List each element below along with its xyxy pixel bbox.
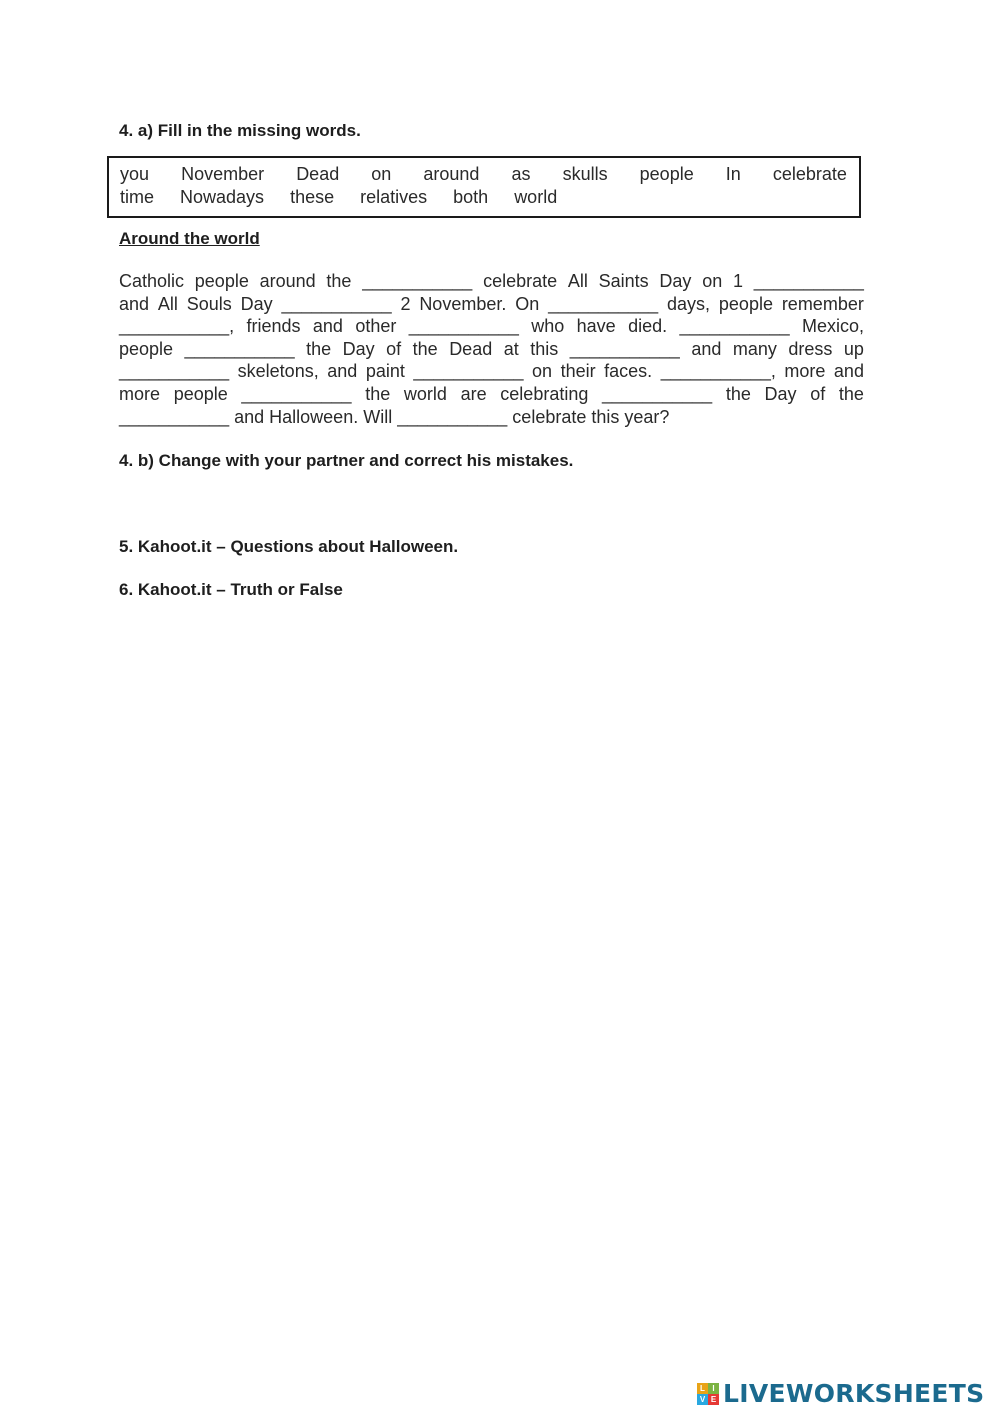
word-bank-word: relatives [360, 187, 428, 207]
answer-blank[interactable]: ___________ [119, 361, 230, 382]
passage-word: friends [246, 316, 301, 337]
answer-blank[interactable]: ___________ [408, 316, 519, 337]
answer-blank[interactable]: ___________ [241, 383, 352, 404]
passage-word: All [157, 293, 178, 314]
answer-blank[interactable]: ___________ [753, 271, 864, 291]
passage-word: 2 [400, 293, 411, 314]
passage-word: Souls [186, 293, 232, 314]
passage-word: the [365, 383, 391, 404]
passage-word: many [732, 338, 777, 359]
passage-word: celebrate [483, 271, 558, 291]
passage-word: other [355, 316, 397, 337]
passage-word: of [810, 383, 826, 404]
word-bank-word: around [423, 164, 480, 184]
passage-word: people [119, 338, 174, 359]
passage-word: on [702, 271, 723, 291]
passage-word: more [784, 361, 826, 382]
passage-word: and [119, 293, 150, 314]
passage-word: who [531, 316, 565, 337]
passage-word: remember [781, 293, 864, 314]
passage-word: On [515, 293, 540, 314]
passage-word: at [503, 338, 519, 359]
passage-word: more [119, 383, 161, 404]
passage-word: people [194, 271, 249, 291]
word-bank-word: these [290, 187, 335, 207]
passage-word: faces. [604, 361, 653, 382]
passage-word: Saints [598, 271, 649, 291]
passage-word: Dead [449, 338, 493, 359]
exercise-6-title: 6. Kahoot.it – Truth or False [119, 580, 343, 599]
passage-word: the [326, 271, 352, 291]
passage-word: days, [667, 293, 711, 314]
word-bank-word: you [120, 164, 150, 184]
logo-mark-tile: L [697, 1383, 708, 1394]
passage-word: this [530, 338, 559, 359]
word-bank-word: on [371, 164, 392, 184]
passage-word: dress [788, 338, 833, 359]
passage-word: on [532, 361, 553, 382]
passage-word: of [386, 338, 402, 359]
word-bank-row-1 [120, 163, 847, 186]
answer-blank[interactable]: ___________, [119, 316, 235, 337]
answer-blank[interactable]: ___________ [569, 338, 680, 359]
passage-word: celebrating [500, 383, 589, 404]
word-bank-word: world [514, 187, 558, 207]
word-bank-word: time [120, 187, 155, 207]
word-bank-row-2 [120, 186, 847, 209]
passage-line [119, 270, 864, 293]
logo-mark-tile: V [697, 1394, 708, 1405]
answer-blank[interactable]: ___________ [362, 271, 473, 291]
passage-word: have [576, 316, 616, 337]
exercise-5-title: 5. Kahoot.it – Questions about Halloween. [119, 537, 459, 556]
logo-mark-tile: I [708, 1383, 719, 1394]
word-bank-word: celebrate [772, 164, 847, 184]
logo-text: LIVEWORKSHEETS [723, 1379, 985, 1408]
passage-line [119, 383, 864, 406]
passage-text [119, 270, 864, 428]
passage-word: the [838, 383, 864, 404]
passage-word: Day [764, 383, 797, 404]
passage-word: Day [240, 293, 273, 314]
passage-word: the [306, 338, 332, 359]
passage-word: died. [628, 316, 668, 337]
passage-line [119, 338, 864, 361]
logo-mark-tile: E [708, 1394, 719, 1405]
word-bank-word: people [639, 164, 694, 184]
passage-word: the [412, 338, 438, 359]
word-bank-word: November [181, 164, 265, 184]
passage-word: and [691, 338, 722, 359]
liveworksheets-logo [697, 1380, 984, 1408]
passage-word: All [567, 271, 588, 291]
passage-word: the [725, 383, 751, 404]
answer-blank[interactable]: ___________ [413, 361, 524, 382]
passage-word: world [403, 383, 447, 404]
passage-title: Around the world [119, 229, 260, 248]
word-bank [107, 156, 861, 218]
exercise-4a-title: 4. a) Fill in the missing words. [119, 121, 361, 140]
passage-line [119, 360, 864, 383]
passage-word: 1 [732, 271, 743, 291]
word-bank-word: In [725, 164, 741, 184]
answer-blank[interactable]: ___________, [660, 361, 776, 382]
passage-line [119, 293, 864, 316]
answer-blank[interactable]: ___________ [184, 338, 295, 359]
passage-word: Catholic [119, 271, 185, 291]
passage-line: ___________ and Halloween. Will ___________ celebrate this year? [119, 406, 670, 427]
answer-blank[interactable]: ___________ [548, 293, 659, 314]
passage-word: Mexico, [801, 316, 864, 337]
logo-mark-icon [697, 1383, 719, 1405]
passage-line [119, 315, 864, 338]
passage-word: paint [365, 361, 405, 382]
passage-word: people [173, 383, 228, 404]
passage-word: and [312, 316, 343, 337]
word-bank-word: Nowadays [180, 187, 265, 207]
word-bank-word: both [453, 187, 489, 207]
word-bank-word: as [511, 164, 531, 184]
passage-word: Day [342, 338, 375, 359]
passage-word: skeletons, [237, 361, 319, 382]
passage-word: and [327, 361, 358, 382]
passage-word: are [460, 383, 487, 404]
passage-word: people [718, 293, 773, 314]
word-bank-word: Dead [296, 164, 340, 184]
passage-word: around [259, 271, 316, 291]
passage-word: November. [419, 293, 507, 314]
answer-blank[interactable]: ___________ [602, 383, 713, 404]
passage-word: up [843, 338, 864, 359]
exercise-4b-title: 4. b) Change with your partner and correct his mistakes. [119, 451, 574, 470]
passage-word: Day [659, 271, 692, 291]
answer-blank[interactable]: ___________ [679, 316, 790, 337]
passage-word: their [560, 361, 596, 382]
passage-word: and [833, 361, 864, 382]
word-bank-word: skulls [562, 164, 608, 184]
answer-blank[interactable]: ___________ [281, 293, 392, 314]
